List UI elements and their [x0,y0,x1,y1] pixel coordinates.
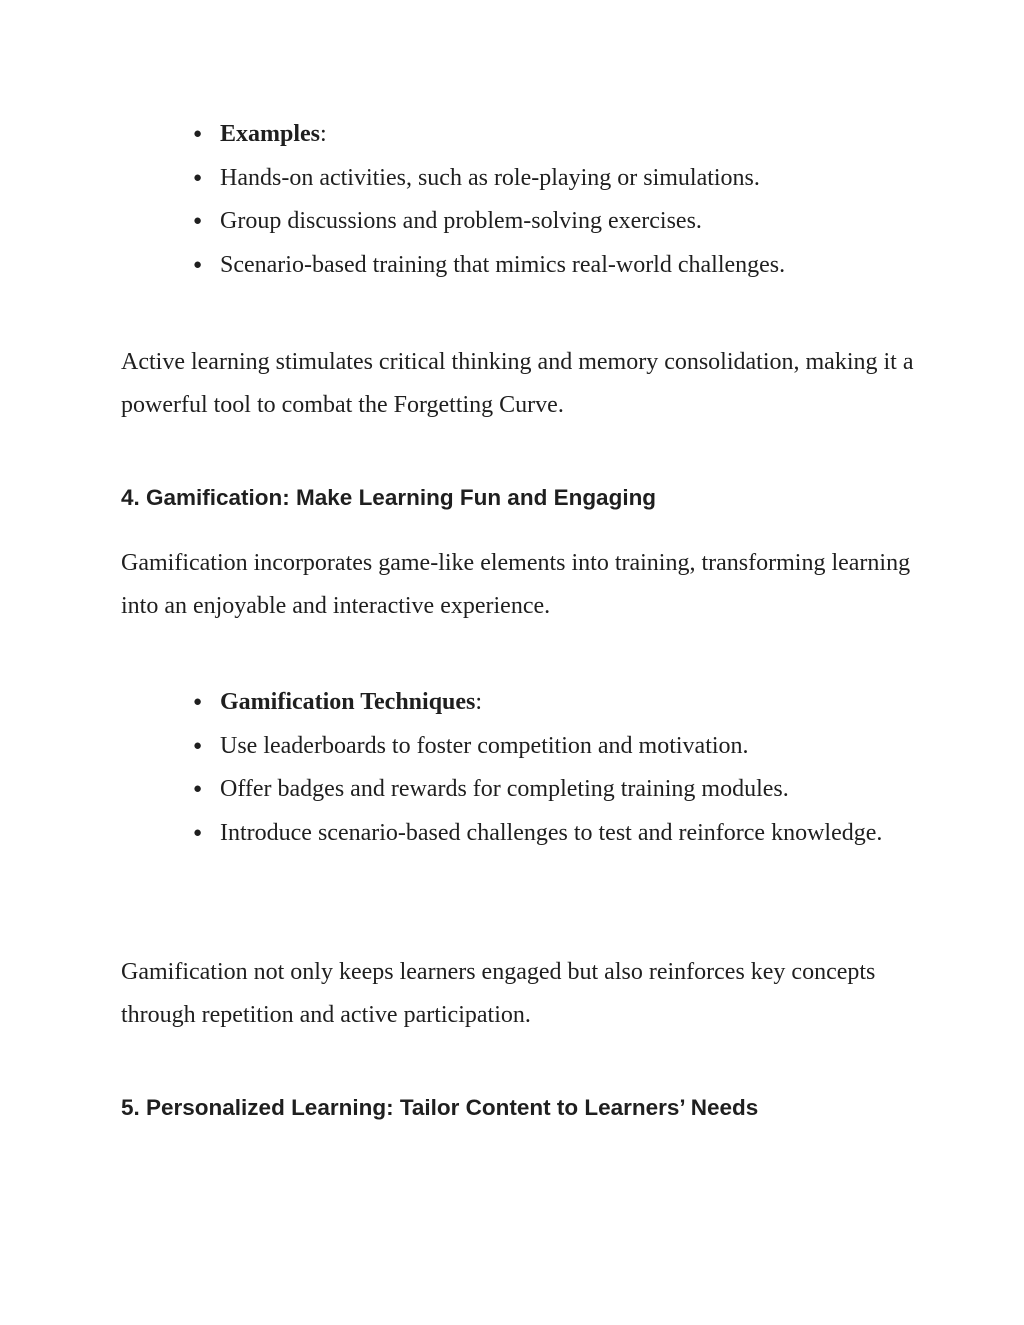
list-item [0,681,1024,725]
list-item [0,725,1024,769]
gamification-techniques-list [0,681,1024,855]
list-item [0,768,1024,812]
list-item-text: Offer badges and rewards for completing training modules. [220,776,789,802]
list-item [0,113,1024,157]
list-item-text: Introduce scenario-based challenges to test and reinforce knowledge. [220,819,883,846]
list-item-text: Scenario-based training that mimics real-world challenges. [220,251,786,278]
examples-list [0,113,1024,287]
list-item [0,157,1024,201]
list-lead-bold: Examples [220,121,321,147]
bullet-icon: ● [193,169,203,186]
section-heading-personalized-learning: 5. Personalized Learning: Tailor Content to Learners’ Needs [121,1095,759,1120]
section-heading-gamification: 4. Gamification: Make Learning Fun and Engaging [121,485,657,510]
list-item [0,812,1024,856]
paragraph-active-learning: Active learning stimulates critical thinking and memory consolidation, making it a powerful tool to combat the Forgetting Curve. [121,349,914,418]
list-lead-suffix: : [320,121,327,147]
list-lead-bold: Gamification Techniques [220,689,476,715]
list-item-text: Use leaderboards to foster competition and motivation. [220,732,749,759]
bullet-icon: ● [193,781,203,797]
paragraph-gamification-summary: Gamification not only keeps learners engaged but also reinforces key concepts through repetition and active participation. [121,959,876,1028]
bullet-icon: ● [193,737,203,754]
list-item [0,244,1024,288]
bullet-icon: ● [193,256,203,273]
list-item-text: Hands-on activities, such as role-playing or simulations. [220,164,760,191]
list-item [0,200,1024,244]
list-item-text: Group discussions and problem-solving exercises. [220,208,702,234]
bullet-icon: ● [193,213,203,229]
list-lead-suffix: : [475,689,483,715]
bullet-icon: ● [193,824,203,841]
bullet-icon: ● [193,694,203,710]
bullet-icon: ● [193,126,203,142]
paragraph-gamification-intro: Gamification incorporates game-like elements into training, transforming learning into an enjoyable and interactive experience. [121,550,911,619]
